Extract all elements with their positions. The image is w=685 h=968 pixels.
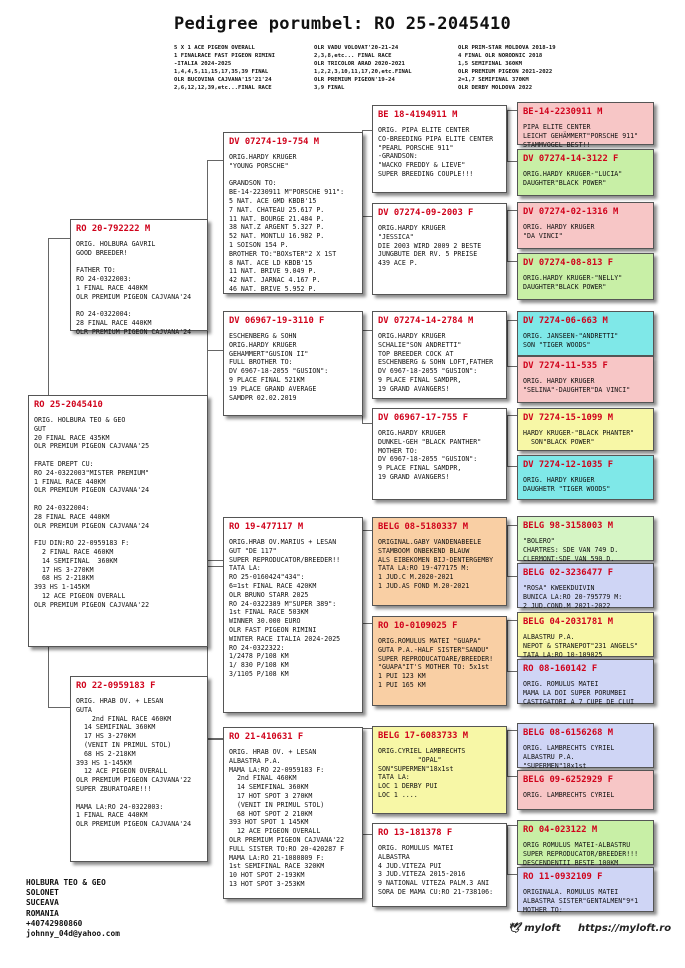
ring-number: BELG 98-3158003 M [523, 521, 614, 531]
ring-number: DV 07274-09-2003 F [378, 208, 474, 218]
pigeon-card-g8[interactable] [517, 455, 654, 500]
ring-number: BELG 09-6252929 F [523, 775, 614, 785]
pedigree-line: CLERMONT:SDE VAN 590 D. [523, 554, 615, 563]
achievement-line: 2,6,12,12,39,etc...FINAL RACE [174, 85, 272, 92]
pedigree-line: ORIG. HARDY KRUGER [523, 223, 595, 231]
pedigree-line: ORIG. HRAB OV. + LESAN [229, 748, 317, 756]
achievement-line: 5 X 1 ACE PIGEON OVERALL [174, 45, 255, 51]
pedigree-line: STAMBOOM ONBEKEND BLAUW [378, 546, 470, 555]
ring-number: DV 07274-14-3122 F [523, 154, 619, 164]
pedigree-line: 393 HS 1-145KM [76, 758, 132, 767]
pedigree-line: LOC 1 .... [378, 790, 418, 799]
pedigree-line: 68 HOT SPOT 2 210KM [229, 809, 313, 818]
pedigree-line: FULL BROTHER TO: [229, 358, 293, 367]
pedigree-line: OLR PREMIUM PIGEON CAJVANA'24 [76, 820, 192, 829]
pedigree-line: ALBASTRA [378, 852, 410, 861]
pigeon-card-dds[interactable] [372, 726, 507, 814]
pedigree-line: RO 24-0322004: [34, 503, 90, 512]
pedigree-line: DAUGHTER"BLACK POWER" [523, 282, 607, 291]
pigeon-card-sd[interactable] [223, 311, 363, 416]
pedigree-line: (VENIT IN PRIMUL STOL) [229, 800, 325, 809]
pedigree-line: ESCHENBERG & SOHN LOFT,FATHER [378, 358, 494, 367]
pedigree-line: MAMA LA DOI SUPER PORUMBEI [523, 688, 627, 697]
pedigree-line: TOP BREEDER COCK AT [378, 349, 454, 358]
pedigree-line: RO 24-0322322: [229, 643, 285, 652]
pedigree-line: 1/ 830 P/108 KM [229, 661, 289, 670]
achievements-col-3 [458, 44, 556, 93]
achievement-line: 3,9 FINAL [314, 85, 345, 92]
ring-number: DV 07274-19-754 M [229, 137, 320, 147]
pedigree-line: 7 NAT. CHATEAU 25.617 P. [229, 205, 325, 214]
pedigree-line: CHARTRES: SDE VAN 749 D. [523, 545, 619, 554]
ring-number: BELG 08-6156268 M [523, 728, 614, 738]
pedigree-line: OLR BRUNO STARR 2025 [229, 590, 309, 599]
pedigree-line: "SELINA"-DAUGHTER"DA VINCI" [523, 385, 631, 394]
pedigree-line: "WACKO FREDDY & LIEVE" [378, 161, 466, 170]
pedigree-line: "BOLERO" [523, 537, 555, 545]
ring-number: BELG 08-5180337 M [378, 522, 469, 532]
pedigree-line: 17 HOT SPOT 3 270KM [229, 791, 313, 800]
pedigree-line [34, 495, 202, 504]
pedigree-line: ORIGINALA. ROMULUS MATEI [523, 888, 619, 896]
pigeon-card-g12[interactable] [517, 659, 654, 704]
pedigree-line: ORIG. HARDY KRUGER [523, 476, 595, 484]
pedigree-line [76, 258, 202, 267]
pedigree-line: 2nd FINAL 460KM [229, 774, 297, 783]
pigeon-card-g3[interactable] [517, 202, 654, 249]
pedigree-line: "PEARL PORSCHE 911" [378, 143, 454, 152]
logo-text: myloft [524, 923, 561, 934]
pigeon-card-g6[interactable] [517, 356, 654, 403]
pedigree-line: ORIG.HARDY KRUGER-"NELLY" [523, 274, 623, 282]
pedigree-line: "DA VINCI" [523, 231, 563, 240]
pedigree-line: ALBASTRU P.A. [523, 752, 575, 761]
owner-phone[interactable]: +40742980860 [26, 918, 83, 928]
pedigree-line: BUNICA LA:RO 20-795779 M: [523, 592, 623, 601]
pedigree-line: 1 FINAL RACE 440KM [76, 283, 148, 292]
pedigree-line: SON"BLACK POWER" [523, 437, 595, 446]
pedigree-line: PIPA ELITE CENTER [523, 123, 591, 131]
owner-email[interactable]: johnny_04d@yahoo.com [26, 929, 120, 939]
pedigree-line: -GRANDSON: [378, 152, 418, 161]
ring-number: RO 10-0109025 F [378, 621, 458, 631]
pedigree-line: 17 HS 3-270KM [34, 565, 94, 574]
pedigree-line: ESCHENBERG & SOHN [229, 332, 297, 340]
pedigree-line: "SUPERMEN"18x1st [523, 761, 587, 770]
pigeon-card-sire[interactable] [70, 219, 208, 336]
achievements-col-1 [174, 44, 275, 93]
pedigree-line: RO 25-0160424"434": [229, 573, 305, 582]
ring-number: RO 04-023122 M [523, 825, 598, 835]
pigeon-card-dss[interactable] [372, 517, 507, 606]
pigeon-card-ds[interactable] [223, 517, 363, 713]
achievement-line: 1,2,2,3,10,11,17,20,etc.FINAL [314, 69, 412, 76]
pedigree-line: 13 HOT SPOT 3-253KM [229, 879, 305, 888]
pedigree-line [76, 302, 202, 311]
pedigree-line: SCHALIE"SON ANDRETTI" [378, 340, 462, 349]
achievement-line: OLR PREMIUM PIGEON 2021-2022 [458, 69, 553, 76]
pedigree-line: LOC 1 DERBY PUI [378, 782, 438, 791]
pigeon-card-g11[interactable] [517, 612, 654, 657]
pedigree-line: GRANDSON TO: [229, 179, 277, 188]
ring-number: BELG 04-2031781 M [523, 617, 614, 627]
pedigree-line: 6=1st FINAL RACE 420KM [229, 581, 317, 590]
pedigree-line: STAMMVOGEL BEST!! [523, 140, 591, 149]
page-title: Pedigree porumbel: RO 25-2045410 [173, 14, 512, 34]
ring-number: RO 21-410631 F [229, 732, 304, 742]
pigeon-card-main[interactable] [28, 395, 208, 647]
pigeon-card-dsd[interactable] [372, 616, 507, 706]
myloft-logo [508, 923, 561, 934]
achievement-line: 4 FINAL OLR NORODNIC 2018 [458, 53, 543, 60]
achievement-line: OLR BUCOVINA CAJVANA'15'21'24 [174, 77, 272, 84]
pedigree-line: 14 SEMIFINAL 360KM [76, 723, 156, 732]
pedigree-line: GUT "DE 117" [229, 546, 277, 555]
pedigree-line: MOTHER TO: [523, 905, 563, 914]
pedigree-line: 19 GRAND AVANGERS! [378, 384, 450, 393]
pedigree-line: "GUAPA"IT'S MOTHER TO: 5x1st [378, 663, 490, 672]
pedigree-line: RO 24-0322389 M"SUPER 389": [229, 599, 337, 608]
pedigree-line: ORIG ROMULUS MATEI-ALBASTRU [523, 841, 631, 849]
pedigree-line: GEHAMMERT"GUSION II" [229, 349, 309, 358]
pedigree-line: ORIGINAL.GABY VANDENABEELE [378, 538, 482, 546]
pedigree-line: SUPER REPRODUCATOR/BREEDER!!! [523, 849, 639, 858]
owner-country: ROMANIA [26, 908, 59, 918]
pedigree-line: 1 FINAL RACE 440KM [76, 811, 148, 820]
pigeon-card-g2[interactable] [517, 149, 654, 196]
ring-number: BE-14-2230911 M [523, 107, 603, 117]
pedigree-line: 5 NAT. ACE GMD KBDB'15 [229, 196, 317, 205]
ring-number: RO 20-792222 M [76, 224, 151, 234]
pedigree-line: ORIG.HARDY KRUGER [378, 224, 446, 232]
pedigree-line: 38 NAT.Z ARGENT 5.327 P. [229, 223, 325, 232]
pedigree-line: OLR PREMIUM PIGEON CAJVANA'24 [34, 486, 150, 495]
pigeon-card-g15[interactable] [517, 820, 654, 865]
pigeon-card-dd[interactable] [223, 727, 363, 899]
pedigree-line: MAMA LA:RO 22-0959183 F: [229, 765, 325, 774]
pedigree-line: 46 NAT. BRIVE 5.952 P. [229, 284, 317, 293]
pedigree-line: SON "TIGER WOODS" [523, 340, 591, 349]
pedigree-line: WINNER 30.000 EURO [229, 617, 301, 626]
pigeon-card-g1[interactable] [517, 102, 654, 149]
achievements-col-2 [314, 44, 412, 93]
pedigree-line: ORIG.HARDY KRUGER [229, 340, 297, 349]
pedigree-line: SON"SUPERMEN"18x1st [378, 764, 454, 773]
pedigree-line: GUTA P.A.-HALF SISTER"SANDU" [378, 645, 490, 654]
pedigree-line: 17 HS 3-270KM [76, 732, 136, 741]
ring-number: DV 07274-02-1316 M [523, 207, 619, 217]
ring-number: DV 07274-08-813 F [523, 258, 614, 268]
pedigree-line: "JESSICA" [378, 232, 414, 241]
pedigree-line: 2 JUD.COND.M 2021-2022 [523, 601, 611, 610]
pedigree-line: 393 HOT SPOT 1 145KM [229, 818, 309, 827]
pedigree-line: OLR PREMIUM PIGEON CAJVANA'24 [76, 327, 192, 336]
achievement-line: OLR PRIM-STAR MOLDOVA 2018-19 [458, 45, 556, 51]
pigeon-card-g4[interactable] [517, 253, 654, 300]
pedigree-line: DIE 2003 WIRD 2009 2 BESTE [378, 241, 482, 250]
pigeon-card-dam[interactable] [70, 676, 208, 862]
pedigree-line: OLR PREMIUM PIGEON CAJVANA'22 [34, 600, 150, 609]
pedigree-line: ORIG. PIPA ELITE CENTER [378, 126, 470, 134]
pedigree-line: TATA LA: [378, 773, 410, 782]
achievement-line: 1,4,4,5,11,15,17,35,39 FINAL [174, 69, 269, 76]
pedigree-line: FATHER TO: [76, 266, 116, 275]
pedigree-line: 9 NATIONAL VITEZA PALM.3 ANI [378, 879, 490, 888]
pigeon-card-g13[interactable] [517, 723, 654, 768]
pedigree-line: 1 PUI 165 KM [378, 680, 426, 689]
pedigree-line: ALBASTRA SISTER"GENTALMEN"9*1 [523, 896, 639, 905]
pedigree-line: ALBASTRA P.A. [229, 756, 281, 765]
achievement-line: 2=1,7 SEMIFINAL 370KM [458, 77, 529, 84]
pedigree-line: DAUGHETR "TIGER WOODS" [523, 484, 611, 493]
pedigree-line: ORIG. HOLBURA TEO & GEO [34, 416, 126, 424]
ring-number: BE 18-4194911 M [378, 110, 458, 120]
pedigree-line: WINTER RACE ITALIA 2024-2025 [229, 634, 341, 643]
connector-line [207, 160, 224, 567]
pigeon-card-sds[interactable] [372, 311, 507, 399]
pedigree-line: ALBASTRU P.A. [523, 633, 575, 641]
owner-name: HOLBURA TEO & GEO [26, 878, 106, 887]
pedigree-line: RO 24-0322004: [76, 310, 132, 319]
pedigree-line: ORIG.HARDY KRUGER [378, 429, 446, 437]
pedigree-line: 14 SEMIFINAL 360KM [34, 556, 118, 565]
pedigree-line: 12 ACE PIGEON OVERALL [76, 767, 168, 776]
pedigree-line: 9 PLACE FINAL SAMDPR, [378, 464, 462, 473]
pedigree-line: FULL SISTER TO:RO 20-420287 F [229, 844, 345, 853]
pedigree-line: "ROSA" KWEEKDUIVIN [523, 584, 595, 592]
ring-number: DV 7274-15-1099 M [523, 413, 614, 423]
pedigree-line: BROTHER TO:"BOXsTER"2 X 1ST [229, 249, 337, 258]
achievement-line: -ITALIA 2024-2025 [174, 61, 232, 68]
pedigree-line: ORIG. LAMBRECHTS CYRIEL [523, 791, 615, 799]
ring-number: RO 13-181378 F [378, 828, 453, 838]
pedigree-line: 14 SEMIFINAL 360KM [229, 783, 309, 792]
pedigree-line: MAMA LA:RO 21-1080809 F: [229, 853, 325, 862]
pedigree-line: 9 PLACE FINAL 521KM [229, 375, 305, 384]
pedigree-line: TATA LA:RO 19-477175 M: [378, 564, 470, 573]
pedigree-line: DUNKEL-GEH "BLACK PANTHER" [378, 437, 482, 446]
pedigree-line: DV 6967-18-2055 "GUSION": [378, 455, 478, 464]
pedigree-line: 1 FINAL RACE 440KM [34, 477, 106, 486]
pedigree-line: 42 NAT. JARNAC 4.167 P. [229, 276, 321, 285]
pigeon-card-ss[interactable] [223, 132, 363, 294]
pedigree-line: 8 NAT. ACE LD KBDB'15 [229, 258, 313, 267]
ring-number: RO 25-2045410 [34, 400, 103, 410]
pedigree-line: 12 ACE PIGEON OVERALL [229, 827, 321, 836]
pedigree-line: (VENIT IN PRIMUL STOL) [76, 740, 172, 749]
pedigree-line: 393 HS 1-145KM [34, 583, 90, 592]
pedigree-line: 1 JUD.C M.2020-2021 [378, 573, 454, 582]
pedigree-line: ALS EIBEKOMEN BIJ-DENTERGEMBY [378, 555, 494, 564]
pedigree-line: ORIG.HARDY KRUGER-"LUCIA" [523, 170, 623, 178]
pedigree-line: 2 FINAL RACE 460KM [34, 547, 114, 556]
owner-info [26, 878, 120, 939]
pedigree-line: 28 FINAL RACE 440KM [34, 512, 110, 521]
pedigree-line: ORIG. HARDY KRUGER [523, 377, 595, 385]
connector-line [207, 350, 223, 351]
ring-number: DV 07274-14-2784 M [378, 316, 474, 326]
pedigree-line: 3/1105 P/108 KM [229, 669, 289, 678]
pedigree-line: DV 6967-18-2055 "GUSION": [229, 367, 329, 376]
pedigree-line: 439 ACE P. [378, 259, 418, 268]
pedigree-line: "YOUNG PORSCHE" [229, 161, 289, 170]
pedigree-line: 19 PLACE GRAND AVERAGE [229, 384, 317, 393]
pedigree-line: 3 JUD.VITEZA 2015-2016 [378, 870, 466, 879]
achievement-line: OLR VADU VOLOVAT'20-21-24 [314, 45, 399, 51]
achievement-line: 1,5 SEMIFINAL 360KM [458, 61, 522, 68]
pedigree-line: DV 6967-18-2055 "GUSION": [378, 367, 478, 376]
achievement-line: OLR TRICOLOR ARAD 2020-2021 [314, 61, 405, 68]
pedigree-line: "OPAL" [378, 755, 442, 764]
pigeon-card-sdd[interactable] [372, 408, 507, 500]
pedigree-line: 2nd FINAL RACE 460KM [76, 714, 172, 723]
achievement-line: OLR PREMIUM PIGEON'19-24 [314, 77, 395, 84]
pedigree-line: SUPER REPRODUCATOR/BREEDER!! [229, 555, 341, 564]
pigeon-card-g9[interactable] [517, 516, 654, 561]
pigeon-card-g10[interactable] [517, 563, 654, 608]
site-url-link[interactable]: https://myloft.ro [578, 923, 672, 934]
pigeon-card-g16[interactable] [517, 867, 654, 912]
ring-number: DV 7274-06-663 M [523, 316, 608, 326]
pedigree-line: SORA DE MAMA CU:RO 21-738106: [378, 887, 494, 896]
pedigree-line: HARDY KRUGER-"BLACK PHANTER" [523, 429, 635, 437]
pedigree-line: 10 HOT SPOT 2-193KM [229, 871, 305, 880]
pedigree-line: ORIG. ROMULUS MATEI [523, 680, 599, 688]
pedigree-line: RO 24-0322003"MISTER PREMIUM" [34, 468, 150, 477]
owner-loft: SOLONET [26, 888, 59, 898]
pedigree-line: BE-14-2230911 M"PORSCHE 911": [229, 188, 345, 197]
ring-number: RO 22-0959183 F [76, 681, 156, 691]
ring-number: DV 06967-17-755 F [378, 413, 469, 423]
pedigree-line: OLR FAST PIGEON RIMINI [229, 625, 317, 634]
pedigree-line: SUPER REPRODUCATOARE/BREEDER! [378, 654, 494, 663]
ring-number: BELG 02-3236477 F [523, 568, 614, 578]
pedigree-line: 1st SEMIFINAL RACE 320KM [229, 862, 325, 871]
pedigree-line: SAMDPR 02.02.2019 [229, 393, 297, 402]
ring-number: DV 7274-11-535 F [523, 361, 608, 371]
achievement-line: 2,3,8,etc... FINAL RACE [314, 53, 392, 60]
pedigree-line: ORIG.HRAB OV.MARIUS + LESAN [229, 538, 337, 546]
pedigree-line: ORIG. LAMBRECHTS CYRIEL [523, 744, 615, 752]
pedigree-line: 1/2478 P/108 KM [229, 652, 289, 661]
pedigree-line: 20 FINAL RACE 435KM [34, 433, 110, 442]
bird-icon: 🕊 [508, 923, 521, 934]
pedigree-line: 11 NAT. BOURGE 21.484 P. [229, 214, 325, 223]
pedigree-line: SUPER ZBURATOARE!!! [76, 784, 152, 793]
ring-number: DV 06967-19-3110 F [229, 316, 325, 326]
pedigree-line: 19 GRAND AVANGERS! [378, 472, 450, 481]
pigeon-card-ddd[interactable] [372, 823, 507, 907]
pedigree-line: 68 HS 2-218KM [34, 574, 94, 583]
pedigree-line: ORIG. HOLBURA GAVRIL [76, 240, 156, 248]
pedigree-line: DAUGHTER"BLACK POWER" [523, 178, 607, 187]
ring-number: BELG 17-6083733 M [378, 731, 469, 741]
pigeon-card-sss[interactable] [372, 105, 507, 193]
pedigree-line: TATA LA: [229, 564, 261, 573]
pedigree-line: ORIG. JANSEEN-"ANDRETTI" [523, 332, 619, 340]
pedigree-line [34, 530, 202, 539]
achievement-line: 1 FINALRACE FAST PIGEON RIMINI [174, 53, 276, 60]
pedigree-line: 68 HS 2-218KM [76, 749, 136, 758]
pedigree-line: ORIG.HARDY KRUGER [229, 153, 297, 161]
pedigree-line: 1st FINAL RACE 503KM [229, 608, 309, 617]
pedigree-line: DESCENDENTII BESTE 100KM [523, 858, 619, 867]
pedigree-line: ORIG. HRAB OV. + LESAN [76, 697, 164, 705]
pedigree-line: 9 PLACE FINAL SAMDPR, [378, 375, 462, 384]
pedigree-line: 11 NAT. BRIVE 9.049 P. [229, 267, 317, 276]
pigeon-card-g7[interactable] [517, 408, 654, 451]
pedigree-line: LEICHT GEHÄMMERT"PORSCHE 911" [523, 131, 639, 140]
pedigree-line: CASTIGATORI A 7 CUPE DE CLUI [523, 697, 635, 706]
pedigree-line: 4 JUD.VITEZA PUI [378, 861, 442, 870]
pedigree-line: TATA LA:RO 10-109025 [523, 650, 603, 659]
pedigree-line: 52 NAT. MONTLU 16.982 P. [229, 232, 325, 241]
pedigree-line: MAMA LA:RO 24-0322003: [76, 802, 164, 811]
pedigree-line: FIU DIN:RO 22-0959183 F: [34, 539, 130, 548]
owner-county: SUCEAVA [26, 898, 59, 908]
pedigree-line [229, 171, 357, 180]
ring-number: RO 08-160142 F [523, 664, 598, 674]
pedigree-line: 1 SOISON 154 P. [229, 240, 289, 249]
pedigree-line: JUNGBUTE DER RV. 5 PREISE [378, 250, 478, 259]
ring-number: RO 19-477117 M [229, 522, 304, 532]
pedigree-line: 1 JUD.AS FOND M.20-2021 [378, 581, 470, 590]
pedigree-line: 1 PUI 123 KM [378, 672, 426, 681]
pedigree-line: OLR PREMIUM PIGEON CAJVANA'22 [229, 835, 345, 844]
achievement-line: OLR DERBY MOLDOVA 2022 [458, 85, 533, 92]
pigeon-card-g5[interactable] [517, 311, 654, 356]
pedigree-line: MOTHER TO: [378, 446, 418, 455]
pedigree-line: OLR PREMIUM PIGEON CAJVANA'25 [34, 442, 150, 451]
pedigree-line: ORIG.CYRIEL LAMBRECHTS [378, 747, 466, 755]
pigeon-card-ssd[interactable] [372, 203, 507, 295]
pedigree-line: OLR PREMIUM PIGEON CAJVANA'24 [76, 292, 192, 301]
pedigree-line: 12 ACE PIGEON OVERALL [34, 591, 126, 600]
pedigree-line: CO-BREEDING PIPA ELITE CENTER [378, 134, 494, 143]
pedigree-line: ORIG.ROMULUS MATEI "GUAPA" [378, 637, 482, 645]
pedigree-line: ORIG. ROMULUS MATEI [378, 844, 454, 852]
pedigree-line [34, 451, 202, 460]
pedigree-line: GOOD BREEDER! [76, 248, 128, 257]
pedigree-line: OLR PREMIUM PIGEON CAJVANA'22 [76, 776, 192, 785]
pedigree-line: GUTA [76, 705, 92, 714]
pedigree-line: OLR PREMIUM PIGEON CAJVANA'24 [34, 521, 150, 530]
pedigree-line: 28 FINAL RACE 440KM [76, 319, 152, 328]
pedigree-line: SUPER BREEDING COUPLE!!! [378, 169, 474, 178]
pedigree-line [76, 794, 202, 803]
pedigree-line: RO 24-0322003: [76, 275, 132, 284]
ring-number: RO 11-0932109 F [523, 872, 603, 882]
pedigree-line: NEPOT & STRANEPOT"231 ANGELS" [523, 641, 639, 650]
ring-number: DV 7274-12-1035 F [523, 460, 614, 470]
pigeon-card-g14[interactable] [517, 770, 654, 810]
connector-line [207, 738, 223, 739]
pedigree-line: GUT [34, 424, 46, 433]
pedigree-line: ORIG.HARDY KRUGER [378, 332, 446, 340]
pedigree-line: FRATE DREPT CU: [34, 459, 94, 468]
connector-line [207, 560, 224, 740]
